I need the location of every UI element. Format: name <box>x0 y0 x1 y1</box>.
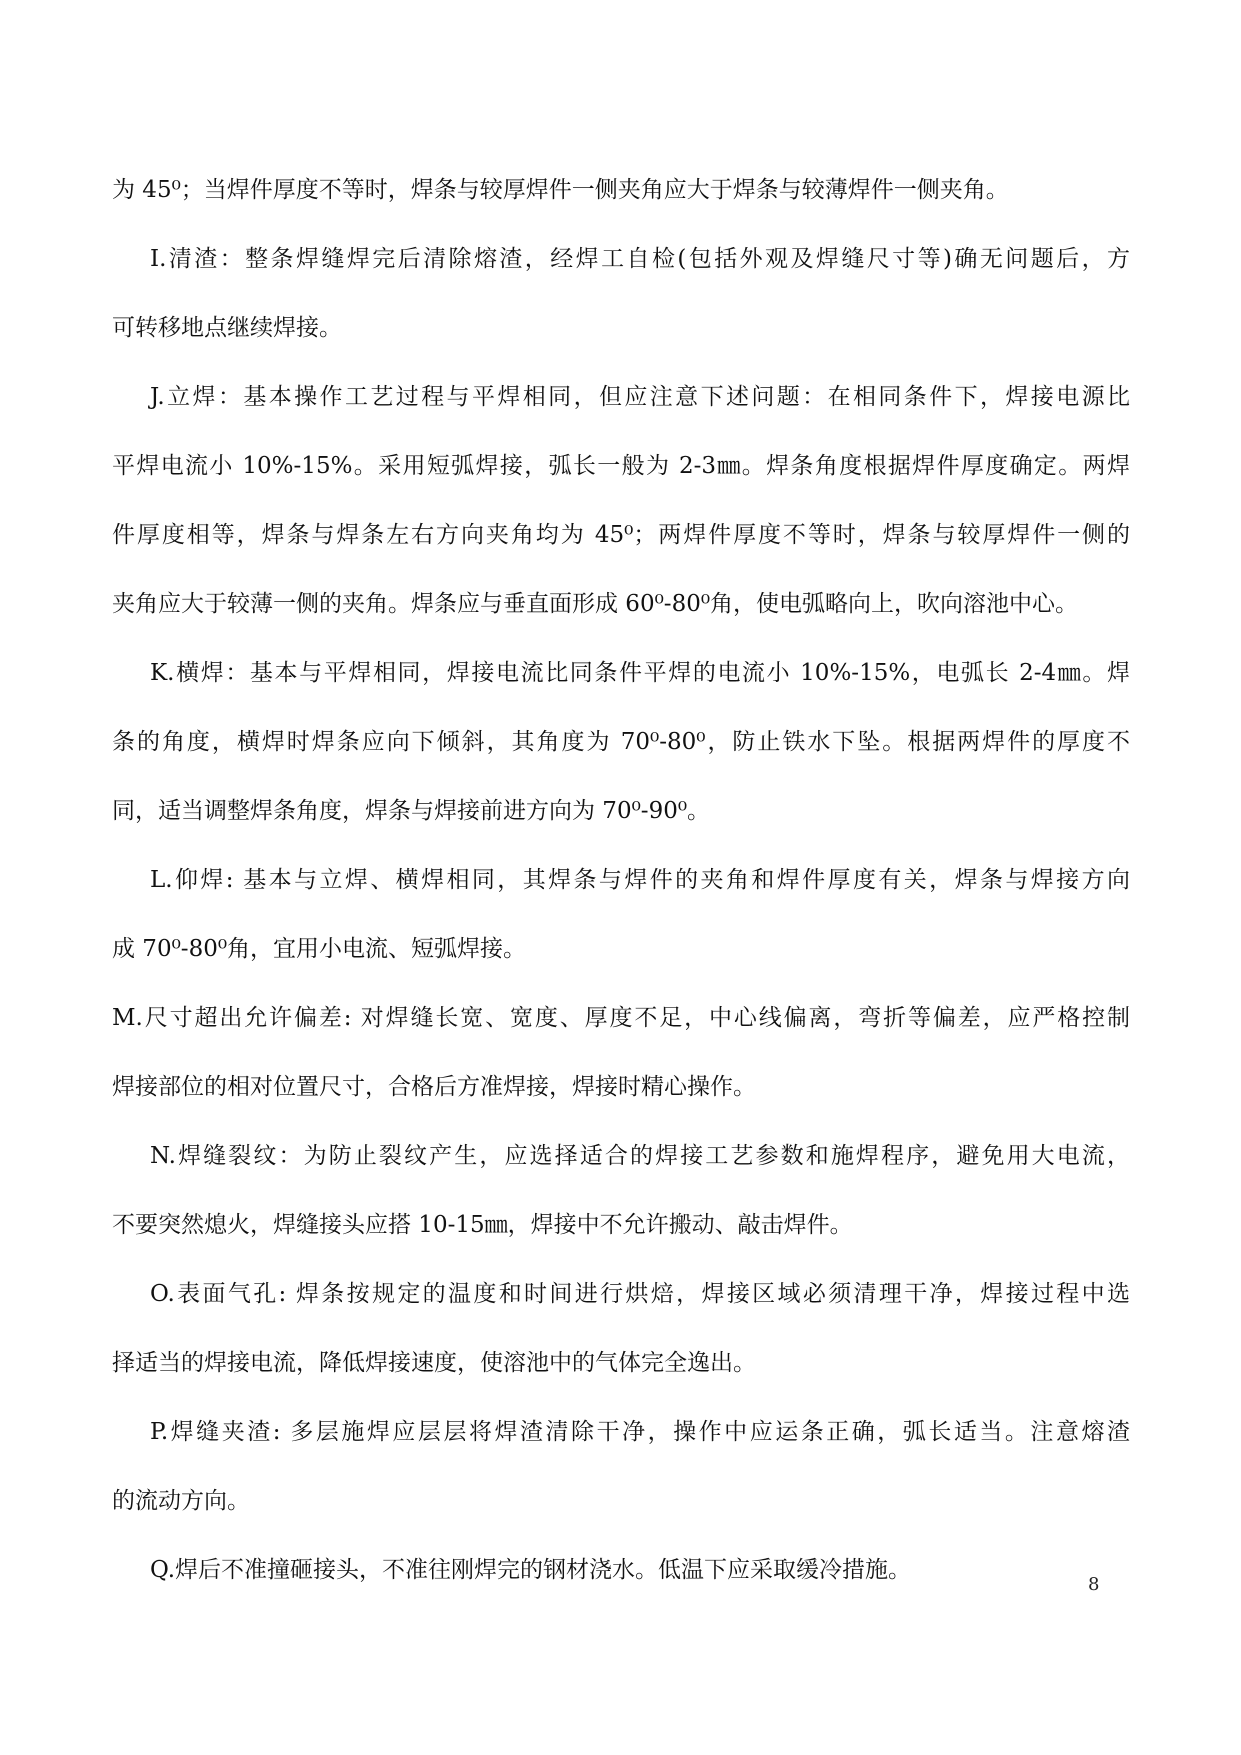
text-line: 择适当的焊接电流，降低焊接速度，使溶池中的气体完全逸出。 <box>112 1350 756 1376</box>
text-line: M.尺寸超出允许偏差: 对焊缝长宽、宽度、厚度不足，中心线偏离，弯折等偏差，应严格控制 <box>112 1005 1130 1031</box>
text-line: L.仰焊: 基本与立焊、横焊相同，其焊条与焊件的夹角和焊件厚度有关，焊条与焊接方向 <box>150 867 1130 893</box>
text-line: 夹角应大于较薄一侧的夹角。焊条应与垂直面形成 60⁰-80⁰角，使电弧略向上，吹向溶池中心。 <box>112 591 1079 617</box>
text-line: 平焊电流小 10%-15%。采用短弧焊接，弧长一般为 2-3㎜。焊条角度根据焊件厚度确定。两焊 <box>112 453 1130 479</box>
text-line: 焊接部位的相对位置尺寸，合格后方准焊接，焊接时精心操作。 <box>112 1074 756 1100</box>
text-line: 件厚度相等，焊条与焊条左右方向夹角均为 45⁰；两焊件厚度不等时，焊条与较厚焊件一侧的 <box>112 522 1130 548</box>
page-number: 8 <box>1088 1574 1100 1595</box>
text-line: 成 70⁰-80⁰角，宜用小电流、短弧焊接。 <box>112 936 527 962</box>
text-line: Q.焊后不准撞砸接头，不准往刚焊完的钢材浇水。低温下应采取缓冷措施。 <box>150 1557 912 1583</box>
text-line: 同，适当调整焊条角度，焊条与焊接前进方向为 70⁰-90⁰。 <box>112 798 711 824</box>
text-line: I.清渣：整条焊缝焊完后清除熔渣，经焊工自检(包括外观及焊缝尺寸等)确无问题后，方 <box>150 246 1130 272</box>
text-line: 条的角度，横焊时焊条应向下倾斜，其角度为 70⁰-80⁰，防止铁水下坠。根据两焊件的厚度不 <box>112 729 1130 755</box>
text-line: 不要突然熄火，焊缝接头应搭 10-15㎜，焊接中不允许搬动、敲击焊件。 <box>112 1212 853 1238</box>
text-line: J.立焊：基本操作工艺过程与平焊相同，但应注意下述问题：在相同条件下，焊接电源比 <box>150 384 1130 410</box>
text-line: K.横焊：基本与平焊相同，焊接电流比同条件平焊的电流小 10%-15%，电弧长 2-4㎜。焊 <box>150 660 1130 686</box>
text-line: O.表面气孔: 焊条按规定的温度和时间进行烘焙，焊接区域必须清理干净，焊接过程中选 <box>150 1281 1130 1307</box>
body-text <box>112 156 1130 1605</box>
text-line: P.焊缝夹渣: 多层施焊应层层将焊渣清除干净，操作中应运条正确，弧长适当。注意熔渣 <box>150 1419 1130 1445</box>
text-line: N.焊缝裂纹：为防止裂纹产生，应选择适合的焊接工艺参数和施焊程序，避免用大电流， <box>150 1143 1130 1169</box>
text-line: 可转移地点继续焊接。 <box>112 315 342 341</box>
text-line: 为 45⁰；当焊件厚度不等时，焊条与较厚焊件一侧夹角应大于焊条与较薄焊件一侧夹角。 <box>112 177 1009 203</box>
text-line: 的流动方向。 <box>112 1488 250 1514</box>
